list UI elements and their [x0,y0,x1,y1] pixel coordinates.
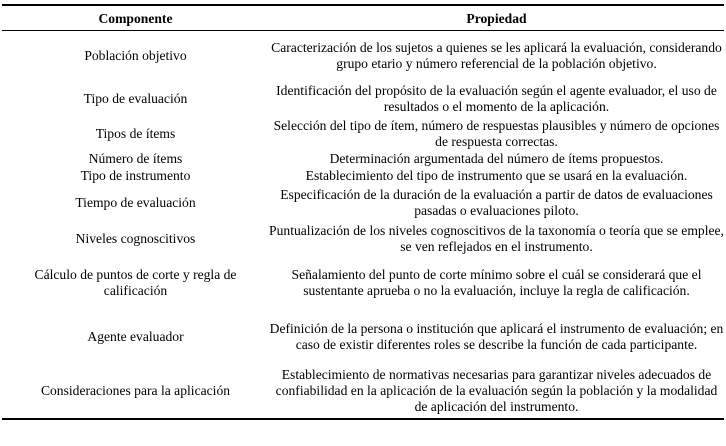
cell-propiedad: Establecimiento de normativas necesarias para garantizar niveles adecuados de confiabilidad en la aplicación de la evaluación según la población y la modalidad de aplicación del instrumento. [269,365,724,419]
table-row [2,185,724,221]
cell-propiedad: Caracterización de los sujetos a quienes se les aplicará la evaluación, considerando grupo etario y número referencial de la población objetivo. [271,39,722,71]
table-row [2,221,724,257]
table-row [2,151,724,168]
table-row [2,31,724,81]
table-row [2,117,724,151]
table-row [2,365,724,419]
cell-propiedad: Especificación de la duración de la evaluación a partir de datos de evaluaciones pasadas o evaluaciones piloto. [280,186,713,218]
table-row [2,257,724,309]
cell-componente: Tipo de evaluación [83,90,188,106]
cell-componente: Niveles cognoscitivos [75,230,196,246]
cell-propiedad: Puntualización de los niveles cognoscitivos de la taxonomía o teoría que se emplee, se ven reflejados en el instrumento. [269,222,724,254]
cell-componente: Tipos de ítems [95,125,176,141]
cell-propiedad: Señalamiento del punto de corte mínimo sobre el cuál se considerará que el sustentante aprueba o no la evaluación, incluye la regla de calificación. [291,266,702,298]
cell-componente: Población objetivo [84,47,187,63]
header-propiedad: Propiedad [269,5,724,31]
cell-propiedad: Selección del tipo de ítem, número de respuestas plausibles y número de opciones de respuesta correctas. [273,117,720,149]
cell-componente: Tiempo de evaluación [75,194,196,210]
cell-componente: Tipo de instrumento [80,168,191,183]
cell-propiedad: Determinación argumentada del número de ítems propuestos. [329,151,664,166]
header-row [2,5,724,31]
table-row [2,309,724,365]
cell-componente: Cálculo de puntos de corte y regla de calificación [34,266,237,298]
components-table [2,4,724,420]
cell-componente: Agente evaluador [87,328,184,344]
cell-propiedad: Identificación del propósito de la evaluación según el agente evaluador, el uso de resultados o el momento de la aplicación. [276,82,717,114]
cell-propiedad: Establecimiento del tipo de instrumento que se usará en la evaluación. [305,168,688,183]
table-row [2,81,724,117]
table-row [2,168,724,185]
cell-propiedad: Definición de la persona o institución que aplicará el instrumento de evaluación; en caso de existir diferentes roles se describe la función de cada participante. [269,320,724,352]
header-componente: Componente [2,5,269,31]
cell-componente: Consideraciones para la aplicación [2,365,269,419]
cell-componente: Número de ítems [88,151,183,166]
